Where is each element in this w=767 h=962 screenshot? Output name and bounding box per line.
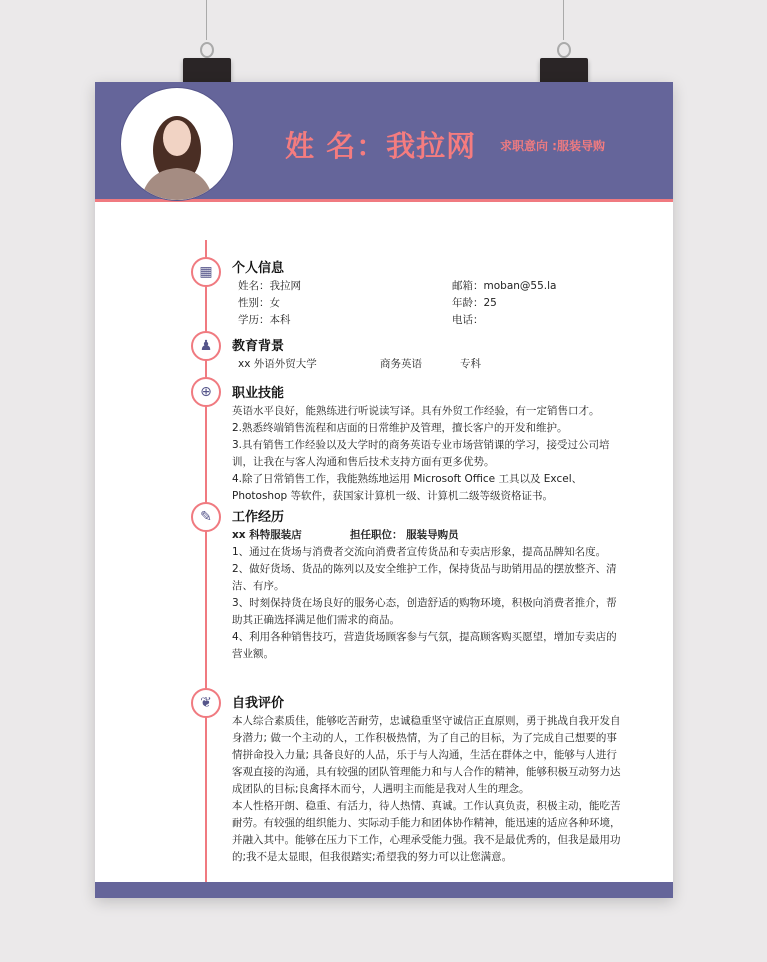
- work-position: 担任职位： 服装导购员: [350, 529, 459, 541]
- work-section: [232, 509, 622, 663]
- section-title: 教育背景: [232, 339, 285, 354]
- edu-major: 商务英语: [380, 358, 422, 370]
- hanger-wire: [563, 0, 564, 40]
- info-gender: 性别：女: [238, 297, 280, 309]
- self-evaluation-section: [232, 695, 622, 866]
- target-icon: ⊕: [191, 377, 221, 407]
- work-line: 4、利用各种销售技巧，营造货场顾客参与气氛，提高顾客购买愿望，增加专卖店的营业额。: [232, 631, 617, 660]
- binder-clip-left: [183, 58, 231, 85]
- section-title: 个人信息: [232, 261, 285, 276]
- self-paragraph: 本人性格开朗、稳重、有活力，待人热情、真诚。工作认真负责，积极主动，能吃苦耐劳。有较强的组织能力、实际动手能力和团体协作精神，能迅速的适应各种环境，并融入其中。能够在压力下工作，心理承受能力强。我不是最优秀的，但我是最用功的;我不是太显眼，但我很踏实;希望我的努力可以让您满意。: [232, 800, 621, 863]
- leaf-icon: ❦: [191, 688, 221, 718]
- book-icon: ▦: [191, 257, 221, 287]
- info-age: 年龄：25: [452, 297, 497, 309]
- profile-photo: [120, 87, 234, 201]
- info-name: 姓名：我拉网: [238, 280, 301, 292]
- section-title: 工作经历: [232, 510, 285, 525]
- graduate-icon: ♟: [191, 331, 221, 361]
- footer-band: [95, 882, 673, 898]
- work-line: 3、时刻保持货在场良好的服务心态，创造舒适的购物环境，积极向消费者推介，帮助其正确选择满足他们需求的商品。: [232, 597, 617, 626]
- skills-section: [232, 385, 622, 505]
- hanger-wire: [206, 0, 207, 40]
- personal-info-section: [232, 260, 622, 329]
- clip-ring: [557, 42, 571, 58]
- info-email: 邮箱：moban@55.la: [452, 280, 557, 292]
- section-title: 职业技能: [232, 386, 285, 401]
- skill-line: 英语水平良好，能熟练进行听说读写译。具有外贸工作经验，有一定销售口才。: [232, 405, 600, 417]
- pencil-icon: ✎: [191, 502, 221, 532]
- header-band: [95, 82, 673, 202]
- skill-line: 3.具有销售工作经验以及大学时的商务英语专业市场营销课的学习，接受过公司培训，让我在与客人沟通和售后技术支持方面有更多优势。: [232, 439, 610, 468]
- skill-line: 2.熟悉终端销售流程和店面的日常维护及管理，擅长客户的开发和维护。: [232, 422, 568, 434]
- skill-line: 4.除了日常销售工作，我能熟练地运用 Microsoft Office 工具以及 Excel、Photoshop 等软件，获国家计算机一级、计算机二级等级资格证书。: [232, 473, 583, 502]
- clip-ring: [200, 42, 214, 58]
- candidate-name: 姓 名：我拉网: [285, 129, 477, 163]
- work-line: 1、通过在货场与消费者交流向消费者宣传货品和专卖店形象，提高品牌知名度。: [232, 546, 607, 558]
- resume-page: [95, 82, 673, 898]
- info-education: 学历：本科: [238, 314, 291, 326]
- info-phone: 电话：: [452, 314, 484, 326]
- self-paragraph: 本人综合素质佳，能够吃苦耐劳，忠诚稳重坚守诚信正直原则，勇于挑战自我开发自身潜力; 做一个主动的人，工作积极热情，为了自己的目标，为了完成自己想要的事情拼命投入力量; 具备良好的人品，乐于与人沟通，生活在群体之中，能够与人进行客观直接的沟通，具有较强的团队管理能力和与人合作的精神，能够积极互动努力达成团队的目标;良禽择木而兮，人遇明主而能是我对人生的理念。: [232, 715, 621, 795]
- section-title: 自我评价: [232, 696, 285, 711]
- edu-school: xx 外语外贸大学: [238, 358, 317, 370]
- binder-clip-right: [540, 58, 588, 85]
- education-section: [232, 338, 622, 373]
- work-company: xx 科特服装店: [232, 529, 302, 541]
- job-intent: 求职意向 :服装导购: [500, 139, 605, 153]
- work-line: 2、做好货场、货品的陈列以及安全维护工作，保持货品与助销用品的摆放整齐、清洁、有序。: [232, 563, 617, 592]
- edu-degree: 专科: [460, 358, 481, 370]
